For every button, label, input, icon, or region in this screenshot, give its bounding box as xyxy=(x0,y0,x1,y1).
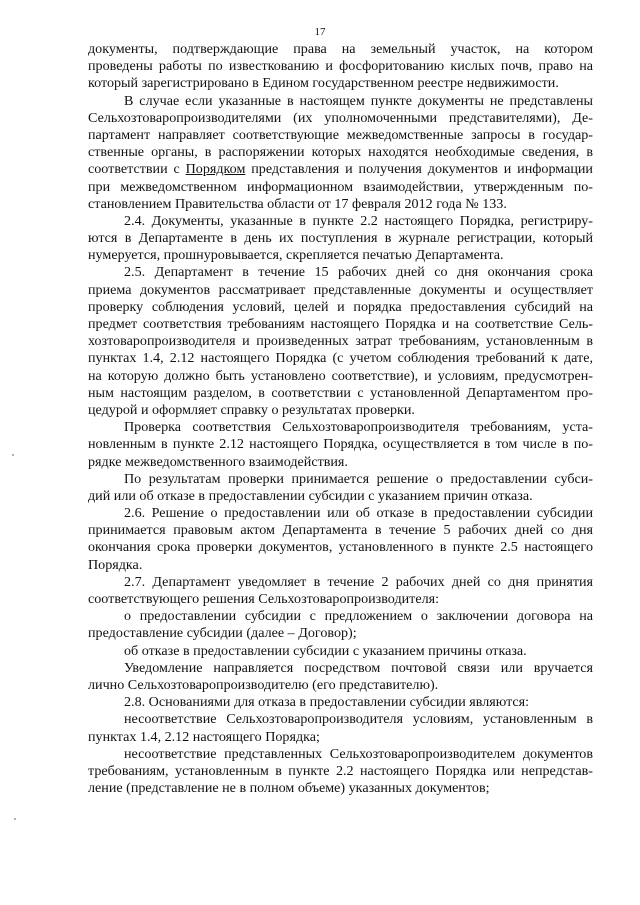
text-line: лично Сельхозтоваропроизводителю (его представителю). xyxy=(88,676,439,693)
text-line: Сельхозтоваропроизводителями (их уполномоченными представителями), Де- xyxy=(88,109,593,126)
text-line: дий или об отказе в предоставлении субсидии с указанием причин отказа. xyxy=(88,487,533,504)
text-line: Уведомление направляется посредством почтовой связи или вручается xyxy=(124,659,593,676)
poryadok-link[interactable]: Порядком xyxy=(185,161,246,178)
text-line: цедурой и оформляет справку о результатах проверки. xyxy=(88,401,415,418)
text-line: 2.7. Департамент уведомляет в течение 2 рабочих дней со дня принятия xyxy=(124,573,593,590)
document-body xyxy=(88,41,593,797)
text-line: ным настоящим разделом, в соответствии с установленной Департаментом про- xyxy=(88,384,593,401)
text-line: на которую должно быть установлено соответствие), и условиям, предусмотрен- xyxy=(88,367,593,384)
text-line: проверку соблюдения условий, целей и порядка предоставления субсидий на xyxy=(88,298,593,315)
text-line: партамент направляет соответствующие межведомственные запросы в государ- xyxy=(88,126,593,143)
text-line: проведены работы по известкованию и фосфоритованию кислых почв, право на xyxy=(88,58,593,75)
text-line: несоответствие Сельхозтоваропроизводителя условиям, установленным в xyxy=(124,711,593,728)
text-line: соответствующего решения Сельхозтоваропроизводителя: xyxy=(88,591,440,607)
text-line: В случае если указанные в настоящем пункте документы не представлены xyxy=(124,92,593,109)
text-line: при межведомственном информационном взаимодействии, утвержденным по- xyxy=(88,178,593,195)
text-line: 2.4. Документы, указанные в пункте 2.2 настоящего Порядка, регистриру- xyxy=(124,212,593,229)
text-line: 2.5. Департамент в течение 15 рабочих дней со дня окончания срока xyxy=(124,264,593,281)
text-line: 2.8. Основаниями для отказа в предоставлении субсидии являются: xyxy=(124,694,530,711)
text-line: который зарегистрировано в Едином государственном реестре недвижимости. xyxy=(88,75,559,92)
text-line: Порядка. xyxy=(88,556,143,573)
text-line: требованиям, установленным в пункте 2.2 настоящего Порядка или непредстав- xyxy=(88,762,593,779)
text-line: По результатам проверки принимается решение о предоставлении субси- xyxy=(124,470,593,487)
text-line: окончания срока проверки документов, установленного в пункте 2.5 настоящего xyxy=(88,539,593,556)
text-line: предмет соответствия требованиям настоящего Порядка и на соответствие Сель- xyxy=(88,316,593,332)
text-line: об отказе в предоставлении субсидии с указанием причины отказа. xyxy=(124,642,527,659)
text-line: предоставление субсидии (далее – Договор); xyxy=(88,625,357,642)
text-line: становлением Правительства области от 17 февраля 2012 года № 133. xyxy=(88,195,507,212)
text-line: документы, подтверждающие права на земельный участок, на котором xyxy=(88,41,593,57)
text-line: несоответствие представленных Сельхозтоваропроизводителем документов xyxy=(124,745,593,762)
text-line: ление (представление не в полном объеме) указанных документов; xyxy=(88,780,490,797)
text-line: 2.6. Решение о предоставлении или об отказе в предоставлении субсидии xyxy=(124,505,593,522)
text-line xyxy=(88,161,593,178)
text-line: приема документов рассматривает представленные документы и осуществляет xyxy=(88,281,593,298)
page-number: 17 xyxy=(314,26,326,38)
text-line: принимается правовым актом Департамента в течение 5 рабочих дней со дня xyxy=(88,522,593,539)
scan-speck xyxy=(12,454,14,456)
text-line: пунктах 1.4, 2.12 настоящего Порядка; xyxy=(88,728,320,745)
text-segment: соответствии с xyxy=(88,161,186,178)
text-line: новленным в пункте 2.12 настоящего Порядка, осуществляется в том числе в по- xyxy=(88,436,593,453)
text-line: хозтоваропроизводителя и произведенных затрат требованиям, установленным в xyxy=(88,333,593,350)
text-line: ственные органы, в распоряжении которых находятся необходимые сведения, в xyxy=(88,144,593,161)
text-line: нумеруется, прошнуровывается, скрепляется печатью Департамента. xyxy=(88,247,504,264)
text-line: пунктах 1.4, 2.12 настоящего Порядка (с учетом соблюдения требований к дате, xyxy=(88,350,593,367)
text-line: Проверка соответствия Сельхозтоваропроизводителя требованиям, уста- xyxy=(124,419,593,436)
text-segment: представления и получения документов и информации xyxy=(245,161,593,178)
text-line: ются в Департаменте в день их поступления в журнале регистрации, который xyxy=(88,230,593,247)
text-line: о предоставлении субсидии с предложением о заключении договора на xyxy=(124,608,593,625)
text-line: рядке межведомственного взаимодействия. xyxy=(88,453,348,470)
scan-speck xyxy=(14,818,16,820)
